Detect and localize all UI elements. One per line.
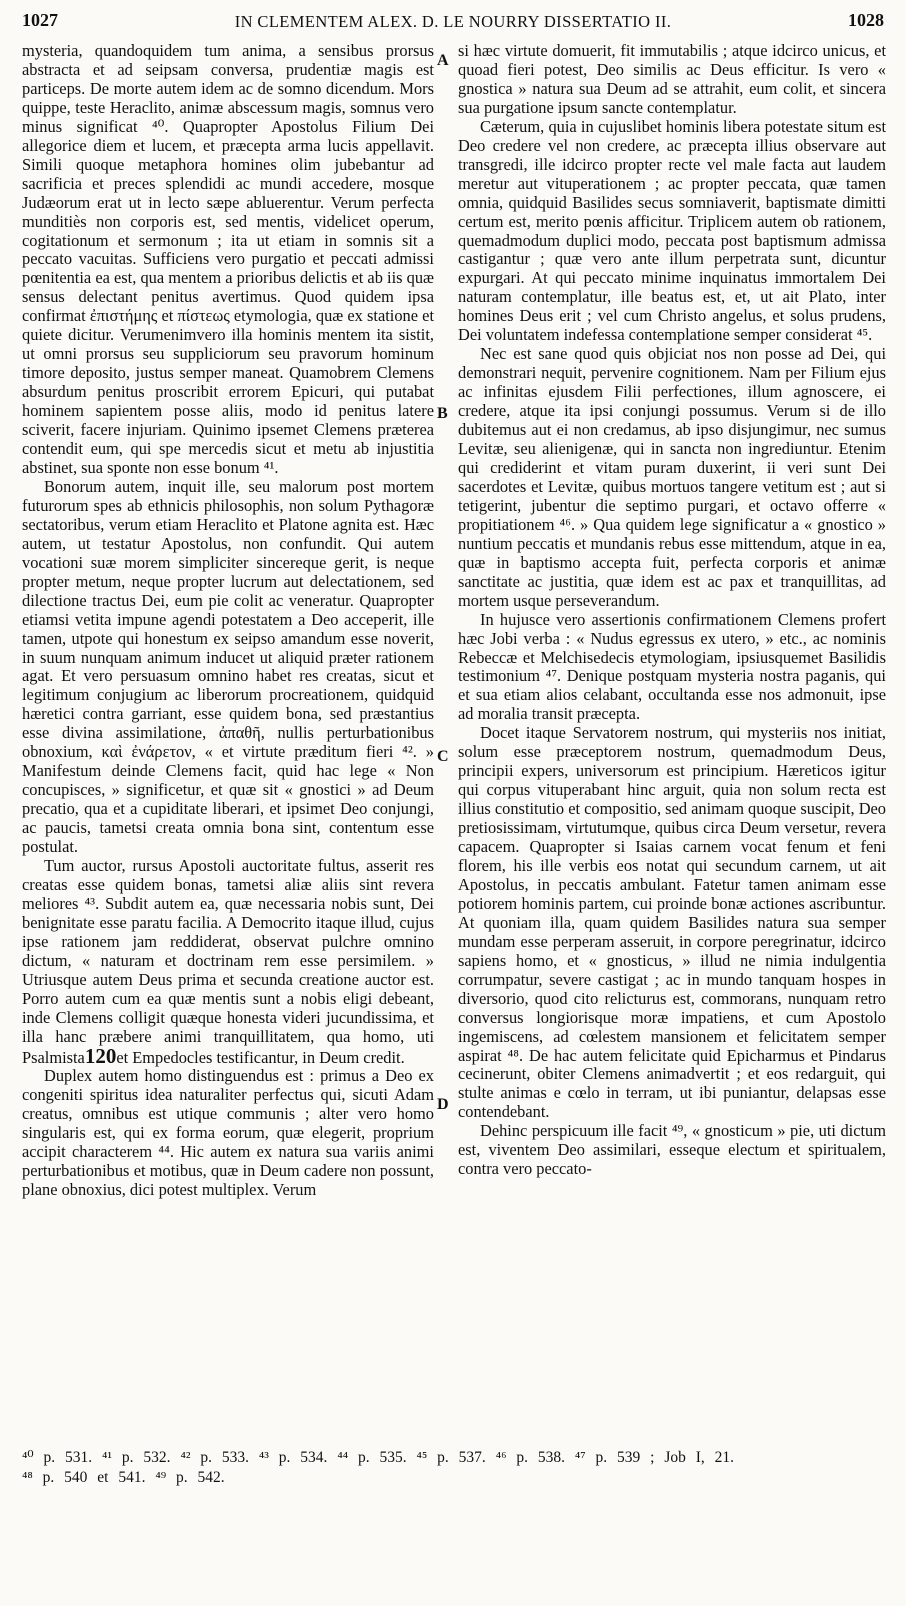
paragraph: In hujusce vero assertionis confirmationem Clemens profert hæc Jobi verba : « Nudus egressus ex utero, » etc., ac nominis Rebeccæ et Melchisedecis etymologiam, ipsiusquemet Basilidis testimonium ⁴⁷. Denique postquam mysteria nostra paganis, qui et sua etiam alios celabant, occultanda esse nos admonuit, ipse ad moralia transit præcepta. — [458, 609, 886, 724]
right-column — [458, 42, 886, 1179]
footnote: ⁴⁶ p. 538. — [495, 1449, 565, 1466]
paragraph: Nec est sane quod quis objiciat nos non posse ad Dei, qui demonstrari nequit, pervenire cognitionem. Nam per Filium ejus ac infinitas ejusdem Filii perfectiones, illum agnoscere, ei credere, atque ita ipsi conjungi possumus. Verum si de illo dubitemus aut ei non credamus, ab ipso disjungimur, nec sumus Levitæ, seu alienigenæ, qui in sancta non ingrediuntur. Etenim qui crediderint et vitam puram duxerint, ii veri sunt Dei sacerdotes et Levitæ, quibus mortuos tangere vetitum est ; aut si tetigerint, jubentur die septimo purgari, et octavo offerre « propitiationem ⁴⁶. » Qua quidem lege significatur a « gnostico » nuntium peccatis et mundanis rebus esse mittendum, atque in ea, quæ in baptismo accepta fuit, perfecta corporis et animæ sanctitate ac justitia, quæ idem est ac pax et tranquillitas, ad mortem usque perseverandum. — [458, 344, 886, 610]
footnotes — [22, 1448, 884, 1488]
paragraph: Cæterum, quia in cujuslibet hominis libera potestate situm est Deo credere vel non credere, ac præcepta illius observare aut transgredi, ille idcirco propter recte vel male facta aut laudem meretur aut vituperationem ; ac propter peccata, quæ tamen omnia, quidquid Basilides secus somniaverit, baptismate dimitti certum est, merito pœnis afficitur. Triplicem autem ob rationem, quemadmodum duplici modo, peccata post baptismum admissa castigantur ; quæ vero ante illum perpetrata sunt, dicuntur expurgari. At qui peccato minime inquinatus immortalem Dei naturam contemplatur, ille beatus est, et, ut ait Plato, inter homines Deus erit ; vel cum Christo angelus, et solus prudens, Dei voluntatem indefessa contemplatione semper considerat ⁴⁵. — [458, 116, 886, 345]
paragraph-text: Tum auctor, rursus Apostoli auctoritate fultus, asserit res creatas esse quidem bonas, tametsi aliæ aliis sint revera meliores ⁴³. Subdit autem ea, quæ necessaria nobis sunt, Dei benignitate esse paratu facilia. A Democrito itaque illud, cujus ipse rationem jam reddiderat, observat pulchre omnino dictum, « naturam et doctrinam rem esse persimilem. » Utriusque autem Deus prima et secunda creatione auctor est. Porro autem cum ea quæ mentis sunt a nobis eligi debeant, inde Clemens colligit quæque honesta videri jucundissima, et illa hanc præbere animi tranquillitatem, qua homo, uti Psalmista — [22, 855, 434, 1067]
column-number-120: 120 — [84, 1043, 117, 1068]
margin-marker-a: A — [437, 52, 449, 69]
running-header — [22, 10, 884, 34]
footnote: ⁴⁰ p. 531. — [22, 1449, 93, 1466]
footnote: ⁴³ p. 534. — [258, 1449, 328, 1466]
paragraph: si hæc virtute domuerit, fit immutabilis ; atque idcirco unicus, et quoad fieri potest, Deo similis ac Deus efficitur. Is vero « gnostica » natura sua Deum ad se attrahit, eum colit, et sincera sua purgatione ipsum sancte contemplatur. — [458, 41, 886, 117]
page-number-right: 1028 — [848, 10, 884, 30]
margin-marker-d: D — [437, 1096, 449, 1113]
paragraph: Dehinc perspicuum ille facit ⁴⁹, « gnosticum » pie, uti dictum est, viventem Deo assimilari, esseque electum et spiritualem, contra vero peccato- — [458, 1121, 886, 1179]
footnote: ⁴² p. 533. — [180, 1449, 249, 1466]
footnote: ⁴⁴ p. 535. — [337, 1449, 407, 1466]
paragraph: Docet itaque Servatorem nostrum, qui mysteriis nos initiat, solum esse præceptorem nostrum, quemadmodum Deus, principii expers, universorum est principium. Hæreticos igitur qui corpus vituperabant hinc arguit, quia non solum recta est illius constitutio et compositio, sed animam quoque suscipit, Deo pretiosissimam, virtutumque, quibus circa Deum versetur, revera capacem. Quapropter si Isaias carnem vocat fenum et feni florem, his ille verbis eos notat qui secundum carnem, ut ait Apostolus, in peccatis ambulant. Fatetur tamen animam esse potiorem hominis partem, cui proinde bonæ actiones ascribuntur. At quoniam illa, quam quidem Basilides natura sua semper mundam esse perperam asseruit, in corpore peregrinatur, idcirco sapiens homo, et « gnosticus, » illud ne nimia indulgentia corrumpatur, severe castigat ; ac in mundo tanquam hospes in diversorio, quod cito relicturus est, commorans, nunquam retro conversus longiorisque moræ impatiens, et cum Apostolo ingemiscens, ad cœlestem mansionem et felicitatem semper aspirat ⁴⁸. De hac autem felicitate quid Epicharmus et Pindarus cecinerunt, obiter Clemens animadvertit ; et eos redarguit, qui stulte animas e cœlo in terram, ut ibi puniantur, delapsas esse contendebant. — [458, 723, 886, 1122]
paragraph — [22, 857, 434, 1067]
paragraph: Bonorum autem, inquit ille, seu malorum post mortem futurorum spes ab ethnicis philosophis, non solum Pythagoræ sectatoribus, verum etiam Heraclito et Platone agnita est. Hæc autem, ut testatur Apostolus, non confundit. Qui autem vocationi suæ morem simpliciter sincereque gerit, is neque propter metum, neque propter lucrum aut delectationem, sed dilectione tractus Dei, eum pie colit ac veneratur. Quapropter etiamsi vetita impune agendi potestatem a Deo acceperit, ille tamen, utpote qui honestum ex seipso amandum esse noverit, in suum nunquam animum inducet ut aliquid præter rationem agat. Et vero persuasum omnino habet res creatas, sicut et legitimum conjugium ac liberorum procreationem, quidquid hæretici contra garriant, esse quidem bona, sed præstantius esse divina assimilatione, ἀπαθῆ, nullis perturbationibus obnoxium, καὶ ἐνάρετον, « et virtute præditum fieri ⁴². » Manifestum deinde Clemens facit, quid hac lege « Non concupisces, » significetur, et quæ sit « gnostici » ad Deum precatio, qua et a cupiditate liberari, et ipsimet Deo conjungi, ac paucis, tametsi creata omnia bona sint, contentum esse postulat. — [22, 476, 434, 857]
paragraph-text: et Empedocles testificantur, in Deum credit. — [116, 1047, 405, 1067]
footnote: ⁴⁹ p. 542. — [155, 1469, 225, 1486]
margin-marker-c: C — [437, 748, 449, 765]
running-title: IN CLEMENTEM ALEX. D. LE NOURRY DISSERTATIO II. — [234, 12, 672, 31]
paragraph: mysteria, quandoquidem tum anima, a sensibus prorsus abstracta et ad seipsam conversa, prudentiæ magis est particeps. De morte autem idem ac de somno dicendum. Mors quippe, teste Heraclito, animæ abscessum magis, somnus vero minus significat ⁴⁰. Quapropter Apostolus Filium Dei allegorice diem et lucem, et præcepta arma lucis appellavit. Simili quoque metaphora homines olim jubebantur ad sacrificia et preces splendidi ac mundi accedere, mosque Judæorum erat ut in lecto sæpe abluerentur. Verum perfecta munditiès non corporis est, sed mentis, videlicet operum, cogitationum et sermonum ; ita ut etiam in somnis sit a peccato vacuitas. Sufficiens vero purgatio et peccati admissi pœnitentia ea est, qua mentem a prioribus delictis et ab iis quæ sensus delectant penitus avertimus. Quod quidem ipsa confirmat ἐπιστήμης et πίστεως etymologia, quæ ex statione et quiete dicitur. Verumenimvero illa hominis mentem ita sistit, ut omni prorsus seu suppliciorum seu pravorum hominum timore deposito, justus semper maneat. Quamobrem Clemens absurdum penitus proscribit errorem Epicuri, qui putabat hominem sapientem posse aliis, modo id penitus latere sciverit, facere injuriam. Quinimo ipsemet Clemens præterea contendit eum, qui spe mercedis sicut et metu ab injustitia abstinet, sua sponte non esse bonum ⁴¹. — [22, 41, 434, 477]
left-column — [22, 42, 434, 1200]
footnote: ⁴¹ p. 532. — [102, 1449, 171, 1466]
footnote: ⁴⁸ p. 540 et 541. — [22, 1469, 146, 1486]
page-number-left: 1027 — [22, 10, 58, 30]
margin-marker-b: B — [437, 405, 448, 422]
footnote: ⁴⁷ p. 539 ; Job I, 21. — [574, 1449, 735, 1466]
paragraph: Duplex autem homo distinguendus est : primus a Deo ex congeniti spiritus idea naturaliter perfectus qui, sicuti Adam creatus, omnibus est utique communis ; alter vero homo singularis est, qui ex forma eorum, quæ elegerit, proprium accipit characterem ⁴⁴. Hic autem ex natura sua variis animi perturbationibus et motibus, quæ in Deum cadere non possunt, plane obnoxius, dici potest multiplex. Verum — [22, 1066, 434, 1200]
footnote: ⁴⁵ p. 537. — [416, 1449, 486, 1466]
